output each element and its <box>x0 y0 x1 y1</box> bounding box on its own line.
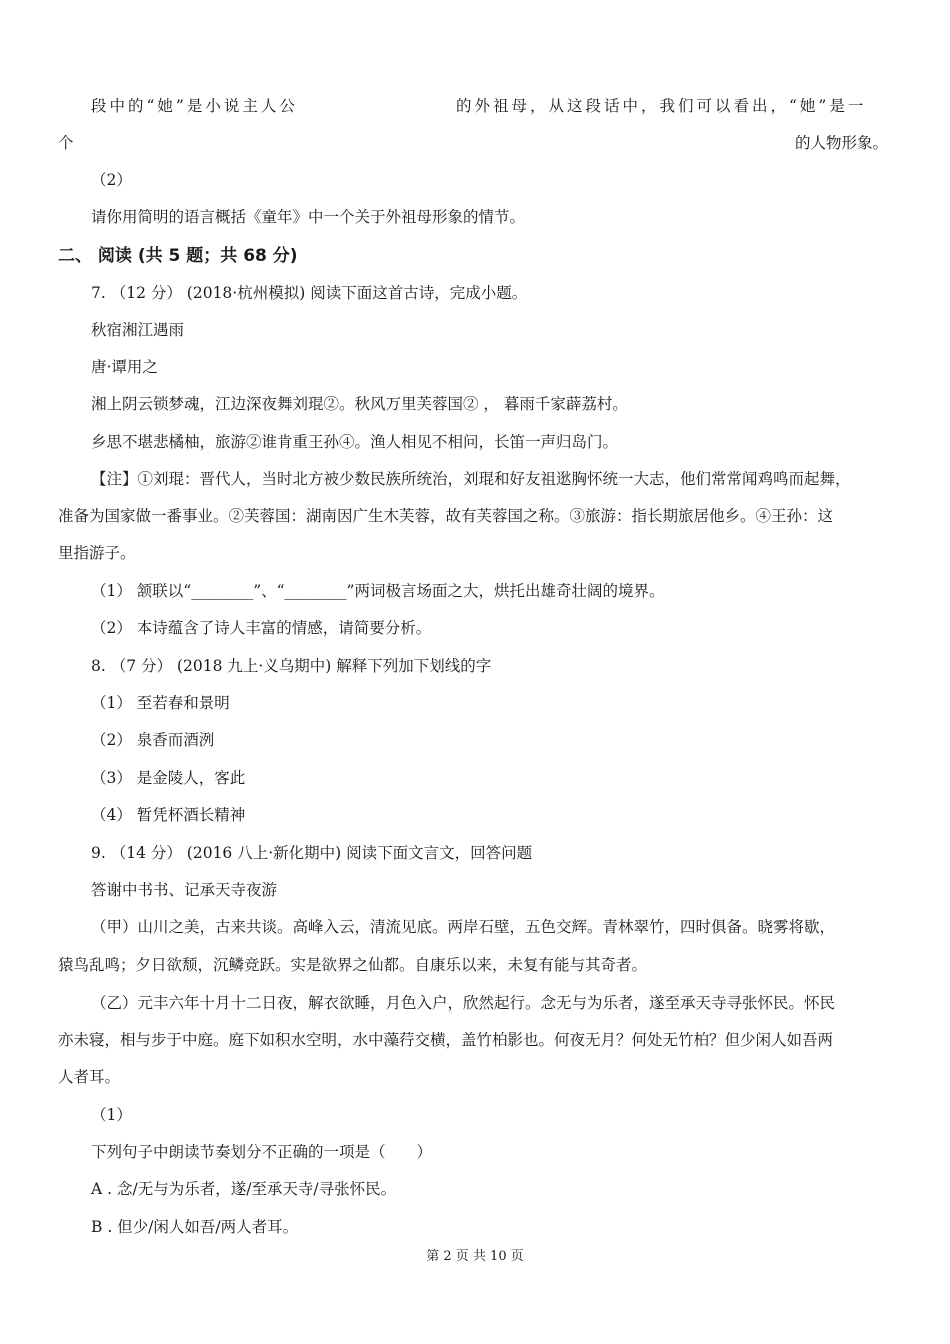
q9-jia-line-2: 猿鸟乱鸣；夕日欲颓，沉鳞竞跃。实是欲界之仙都。自康乐以来，未复有能与其奇者。 <box>58 956 648 974</box>
intro-line-2-left: 个 <box>58 134 74 152</box>
q8-item-3: （3） 是金陵人，客此 <box>91 769 246 787</box>
intro-text-mid: 的外祖母，从这段话中，我们可以看出，“她”是一 <box>456 97 867 115</box>
q9-header: 9. （14 分） (2016 八上·新化期中) 阅读下面文言文，回答问题 <box>91 844 533 862</box>
q7-poem-line-1: 湘上阴云锁梦魂，江边深夜舞刘琨②。秋风万里芙蓉国② ， 暮雨千家薜荔村。 <box>91 395 628 413</box>
intro-line-1 <box>91 95 298 117</box>
page-footer: 第 2 页 共 10 页 <box>426 1249 524 1264</box>
q7-note-line-3: 里指游子。 <box>58 544 136 562</box>
q7-poem-title: 秋宿湘江遇雨 <box>91 321 185 339</box>
intro-sub-2-text: 请你用简明的语言概括《童年》中一个关于外祖母形象的情节。 <box>91 208 526 226</box>
q9-sub-1: （1） <box>91 1106 132 1124</box>
q8-item-4: （4） 暂凭杯酒长精神 <box>91 806 246 824</box>
q7-poem-line-2: 乡思不堪悲橘柚，旅游②谁肯重王孙④。渔人相见不相问，长笛一声归岛门。 <box>91 433 619 451</box>
q9-option-a: A . 念/无与为乐者，遂/至承天寺/寻张怀民。 <box>91 1180 397 1198</box>
q9-title: 答谢中书书、记承天寺夜游 <box>91 881 278 899</box>
intro-sub-2: （2） <box>91 171 132 189</box>
q9-sub-1-text: 下列句子中朗读节奏划分不正确的一项是（ ） <box>91 1143 433 1161</box>
intro-line-2-right: 的人物形象。 <box>795 134 889 152</box>
q9-option-b: B . 但少/闲人如吾/两人者耳。 <box>91 1218 299 1236</box>
q7-header: 7. （12 分） (2018·杭州模拟) 阅读下面这首古诗，完成小题。 <box>91 284 528 302</box>
q8-item-2: （2） 泉香而酒洌 <box>91 731 215 749</box>
q7-note-line-2: 准备为国家做一番事业。②芙蓉国：湖南因广生木芙蓉，故有芙蓉国之称。③旅游：指长期旅居他乡。④王孙：这 <box>58 507 834 525</box>
q7-author: 唐·谭用之 <box>91 358 158 376</box>
q9-yi-line-2: 亦未寝，相与步于中庭。庭下如积水空明，水中藻荇交横，盖竹柏影也。何夜无月？何处无竹柏？但少闲人如吾两 <box>58 1031 834 1049</box>
q8-header: 8. （7 分） (2018 九上·义乌期中) 解释下列加下划线的字 <box>91 657 492 675</box>
q9-yi-line-3: 人者耳。 <box>58 1068 121 1086</box>
q9-yi-line-1: （乙）元丰六年十月十二日夜，解衣欲睡，月色入户，欣然起行。念无与为乐者，遂至承天寺寻张怀民。怀民 <box>91 994 836 1012</box>
q9-jia-line-1: （甲）山川之美，古来共谈。高峰入云，清流见底。两岸石壁，五色交辉。青林翠竹，四时俱备。晓雾将歇， <box>91 918 836 936</box>
intro-text-left: 段中的“她”是小说主人公 <box>91 97 298 115</box>
q7-sub-1: （1） 颔联以“________”、“________”两词极言场面之大，烘托出雄奇壮阔的境界。 <box>91 582 665 600</box>
q7-note-line-1: 【注】①刘琨：晋代人，当时北方被少数民族所统治，刘琨和好友祖逖胸怀统一大志，他们常常闻鸡鸣而起舞， <box>91 470 851 488</box>
q8-item-1: （1） 至若春和景明 <box>91 694 230 712</box>
q7-sub-2: （2） 本诗蕴含了诗人丰富的情感，请简要分析。 <box>91 619 432 637</box>
section-heading: 二、 阅读 (共 5 题；共 68 分) <box>58 246 298 266</box>
